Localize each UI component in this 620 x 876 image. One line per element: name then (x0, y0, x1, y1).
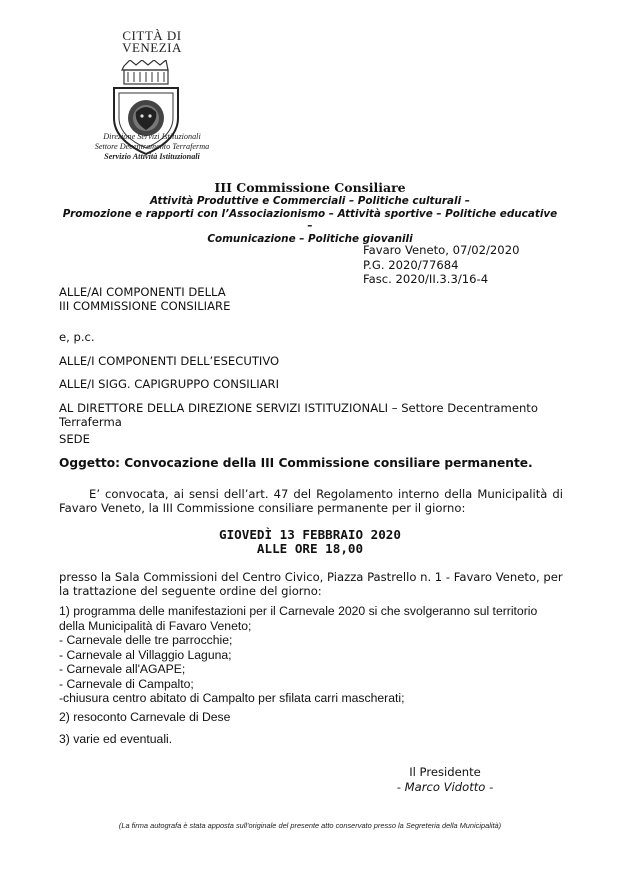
meeting-date-block (0, 528, 620, 556)
commission-subtitle: Attività Produttive e Commerciali – Politiche culturali – Promozione e rapporti con l’Associazionismo – Attività sportive – Politiche educative – Comunicazione – Politiche giovanili (62, 195, 558, 245)
agenda-item-1: 1) programma delle manifestazioni per il Carnevale 2020 si che svolgeranno sul territorio della Municipalità di Favaro Veneto; (59, 604, 538, 633)
meeting-date: GIOVEDÌ 13 FEBBRAIO 2020 (219, 527, 401, 542)
commission-title: III Commissione Consiliare (214, 180, 406, 195)
city-name: CITTÀ DI VENEZIA (122, 28, 182, 55)
reference-block (363, 243, 519, 287)
recipient-director: AL DIRETTORE DELLA DIREZIONE SERVIZI ISTITUZIONALI – Settore Decentramento Terraferma (59, 401, 538, 429)
convocation-paragraph: E’ convocata, ai sensi dell’art. 47 del Regolamento interno della Municipalità di Favaro Veneto, la III Commissione consiliare permanente per il giorno: (59, 487, 563, 516)
place-date: Favaro Veneto, 07/02/2020 (363, 243, 520, 257)
agenda-item-2: 2) resoconto Carnevale di Dese (59, 710, 231, 724)
list-item: - Carnevale di Campalto; (59, 676, 194, 691)
subject-line: Oggetto: Convocazione della III Commissione consiliare permanente. (59, 456, 533, 470)
meeting-place: presso la Sala Commissioni del Centro Civico, Piazza Pastrello n. 1 - Favaro Veneto, per la trattazione del seguente ordine del giorno: (59, 570, 563, 599)
list-item: -chiusura centro abitato di Campalto per sfilata carri mascherati; (59, 691, 405, 706)
file-number: Fasc. 2020/II.3.3/16-4 (363, 272, 489, 287)
list-item: - Carnevale delle tre parrocchie; (59, 633, 233, 647)
signature-block (390, 765, 500, 794)
recipient-executive: ALLE/I COMPONENTI DELL’ESECUTIVO (59, 354, 280, 368)
footnote: (La firma autografa è stata apposta sull'originale del presente atto conservato presso la Segreteria della Municipalità) (118, 821, 502, 830)
cc-label: e, p.c. (59, 330, 95, 344)
recipient-seat: SEDE (59, 432, 90, 446)
agenda-sub-list (59, 633, 563, 706)
list-item: - Carnevale al Villaggio Laguna; (59, 647, 232, 662)
issuing-office: Direzione Servizi Istituzionali Settore Decentramento Terraferma Servizio Attività Istituzionali (94, 132, 210, 161)
recipient-primary: ALLE/AI COMPONENTI DELLA III COMMISSIONE CONSILIARE (59, 285, 231, 313)
meeting-time: ALLE ORE 18,00 (256, 541, 364, 556)
protocol-number: P.G. 2020/77684 (363, 257, 459, 272)
list-item: - Carnevale all'AGAPE; (59, 662, 186, 677)
agenda-item-3: 3) varie ed eventuali. (59, 732, 173, 746)
recipient-group-leaders: ALLE/I SIGG. CAPIGRUPPO CONSILIARI (59, 377, 280, 391)
signatory-role: Il Presidente (409, 765, 481, 779)
signatory-name: - Marco Vidotto - (396, 779, 494, 794)
